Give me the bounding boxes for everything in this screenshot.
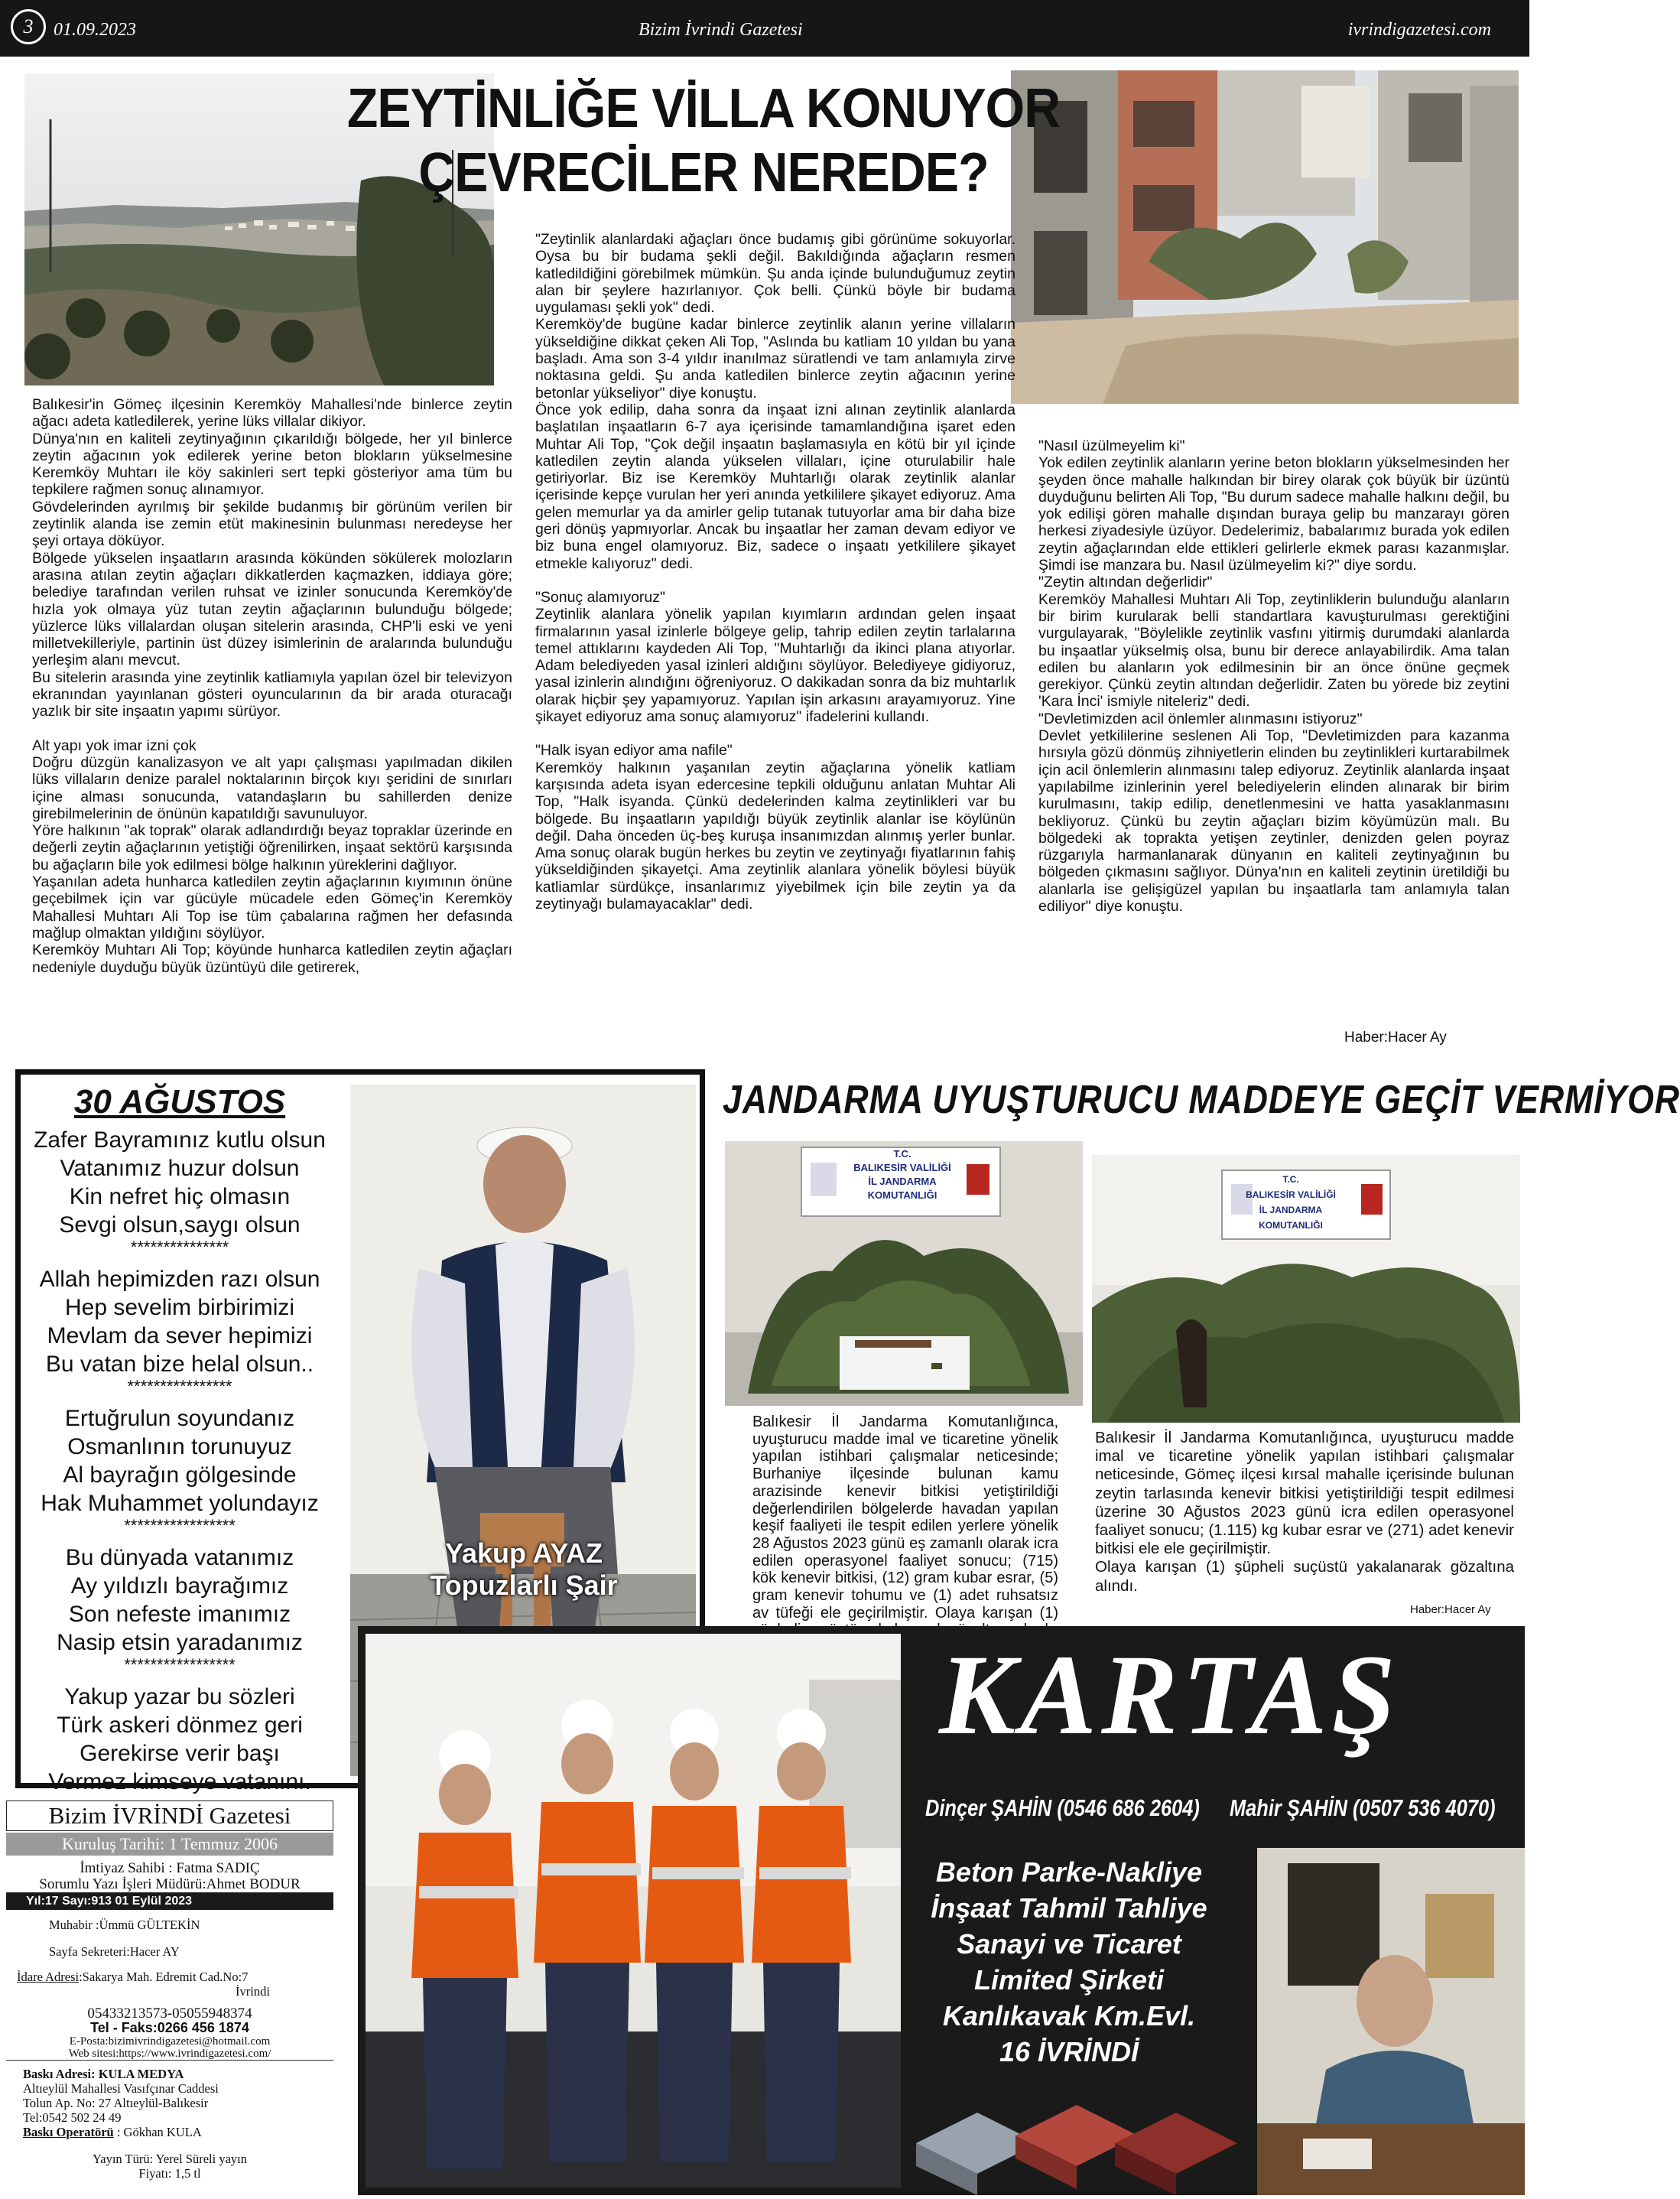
sign-1-line: BALIKESİR VALİLİĞİ — [853, 1162, 951, 1173]
poem-line: *************** — [130, 1238, 229, 1257]
article-paragraph: Yaşanılan adeta hunharca katledilen zeytin ağaçlarının kıyımının önüne geçebilmek için var gücüyle mücadele eden Gömeç'in Keremköy Mahallesi Muhtarı Ali Top ise tüm çabalarına rağmen her defasında mağlup olmaktan yıldığını söylüyor. — [32, 873, 512, 942]
poem-line: Nasip etsin yaradanımız — [57, 1630, 303, 1655]
article-paragraph: "Zeytin altından değerlidir" — [1038, 574, 1213, 591]
article-paragraph: Gövdelerinden ayrılmış bir şekilde budanmış bir görünüm verilen bir zeytinlik alanda ise zemin etüt makinesinin bulunması neredeyse her şeyi ortaya döküyor. — [32, 498, 512, 550]
kartas-brand: KARTAŞ — [939, 1631, 1400, 1758]
jandarma-byline: Haber:Hacer Ay — [1410, 1603, 1491, 1616]
article-paragraph: Önce yok edilip, daha sonra da inşaat izni alınan zeytinlik alanlarda başlatılan inşaatların 6-7 aya içerisinde tamamlandığına işaret eden Muhtar Ali Top, "Çok değil inşaatın başlamasıyla en kötü bir yıl içinde katledilen zeytin alanda yükselen villaları, içine oturulabilir hale getiriyorlar. Biz ise Keremköy Muhtarlığı olarak zeytinlik alanlar içerisinde kepçe vurulan her yeri anında yetkililere şikayet ediyoruz. Ama gelen memurlar ya da amirler gelip tutanak tutuyorlar ama bir daha bize geri dönüş yapmıyorlar. Ancak bu inşaatlar her zaman devam ediyor ve biz buna engel olamıyoruz. Biz, sadece o inşaatı yetkililere şikayet etmekle kalıyoruz" dedi. — [535, 401, 1015, 572]
imprint-address-value: :Sakarya Mah. Edremit Cad.No:7 — [79, 1970, 249, 1984]
imprint-email[interactable]: E-Posta:bizimivrindigazetesi@hotmail.com — [69, 2035, 271, 2048]
article-paragraph: "Devletimizden acil önlemler alınmasını istiyoruz" — [1038, 710, 1363, 727]
sign-1-line: İL JANDARMA KOMUTANLIĞI — [867, 1176, 937, 1201]
poem-stanza — [23, 1683, 336, 1796]
issue-date: 01.09.2023 — [54, 20, 136, 40]
title-line-2: ÇEVRECİLER NEREDE? — [418, 142, 989, 203]
poem-stanza — [23, 1265, 336, 1395]
jandarma-text-2 — [1095, 1429, 1514, 1596]
ad-line: Beton Parke-Nakliye — [935, 1856, 1203, 1888]
imprint-owner: İmtiyaz Sahibi : Fatma SADIÇ — [80, 1860, 260, 1876]
imprint-print-2: Tolun Ap. No: 27 Altıeylül-Balıkesir — [23, 2096, 209, 2110]
kartas-advertisement — [358, 1626, 1525, 2195]
company-description — [908, 1854, 1230, 2070]
poem-line: Vatanımız huzur dolsun — [60, 1156, 300, 1181]
imprint-phones: 05433213573-05055948374 — [87, 2005, 252, 2022]
owner-photo — [1257, 1848, 1525, 2195]
poem-line: Gerekirse verir başı — [80, 1741, 280, 1766]
poem-line: Mevlam da sever hepimizi — [47, 1323, 313, 1348]
imprint-reporter: Muhabir :Ümmü GÜLTEKİN — [49, 1918, 200, 1932]
paragraph-gap — [535, 572, 1015, 589]
poem-line: Sevgi olsun,saygı olsun — [59, 1212, 301, 1238]
ad-line: İnşaat Tahmil Tahliye — [931, 1892, 1207, 1924]
poem-line: Osmanlının torunuyuz — [67, 1434, 292, 1459]
imprint-operator — [6, 2125, 333, 2139]
article-paragraph: "Sonuç alamıyoruz" — [535, 588, 665, 606]
article-paragraph: "Nasıl üzülmeyelim ki" — [1038, 438, 1185, 454]
imprint-fax: Tel - Faks:0266 456 1874 — [90, 2020, 249, 2035]
poet-name: Yakup AYAZ — [444, 1537, 603, 1569]
poem-line: Allah hepimizden razı olsun — [39, 1267, 320, 1292]
poem-title: 30 AĞUSTOS — [73, 1083, 286, 1121]
article-paragraph: Yöre halkının "ak toprak" olarak adlandırdığı beyaz topraklar üzerinde en değerli zeytin ağaçlarının yetiştiği öğrenilirken, inşaat sektörü karşısında bu ağaçların bile yok edilmesi bölge halkının yüreklerini dağlıyor. — [32, 822, 512, 873]
poem-line: Ertuğrulun soyundanız — [64, 1406, 295, 1431]
sign-2-line: İL JANDARMA KOMUTANLIĞI — [1259, 1205, 1323, 1231]
imprint-price: Fiyatı: 1,5 tl — [138, 2166, 201, 2181]
poem-text — [23, 1078, 336, 1796]
ad-line: Limited Şirketi — [973, 1964, 1165, 1996]
article-paragraph: Alt yapı yok imar izni çok — [32, 737, 197, 754]
article-paragraph: Keremköy'de bugüne kadar binlerce zeytinlik alanın yerine villaların yükseldiğine dikkat çeken Ali Top, "Aslında bu katliam 10 yıldan bu yana başladı. Ama son 3-4 yıldır inanılmaz süratlendi ve tam anlamıyla zirve noktasına geldi. Şu anda katledilen binlerce zeytin ağacının yerine betonlar yükseliyor" diye konuştu. — [535, 316, 1015, 402]
ad-line: Kanlıkavak Km.Evl. — [942, 2000, 1196, 2031]
sign-1-line: T.C. — [893, 1148, 911, 1160]
sign-1 — [841, 1147, 963, 1202]
article-paragraph: Dünya'nın en kaliteli zeytinyağının çıkarıldığı bölgede, her yıl binlerce zeytin ağacının yok edilerek yerine beton blokların yükselmesine Keremköy Muhtarı ile köy sakinleri sert tepki gösteriyor ama tüm bu tepkilere rağmen sonuç alınamıyor. — [32, 430, 512, 499]
title-line-1: ZEYTİNLİĞE VİLLA KONUYOR — [346, 78, 1061, 139]
poet-caption — [352, 1537, 696, 1602]
page-header-bar — [0, 0, 1529, 57]
poem-line: Son nefeste imanımız — [68, 1602, 291, 1627]
workers-photo — [366, 1634, 901, 2188]
sign-2-line: T.C. — [1282, 1174, 1299, 1185]
imprint-box — [6, 1801, 333, 2191]
contact-mahir: Mahir ŞAHİN (0507 536 4070) — [1230, 1794, 1496, 1821]
article-column-2 — [535, 231, 1015, 912]
article-paragraph: Bölgede yükselen inşaatların arasında kökünden sökülerek molozların arasına atılan zeytin ağaçları dikkatlerden kaçmazken, iddiaya göre; belediye tarafından verilen ruhsat ve izinler sonucunda Keremköy'de hızla yok olmaya yüz tutan zeytin ağaçlarının bulunduğu bölgede; yüzlerce lüks villalardan oluşan sitelerin arasında, CHP'li eski ve yeni milletvekilleriyle, partinin üst düzey isimlerinin de aralarında bulunduğu yerleşim alanı mevcut. — [32, 549, 512, 669]
page-number: 3 — [11, 9, 46, 44]
imprint-issue: Yıl:17 Sayı:913 01 Eylül 2023 — [6, 1893, 333, 1910]
article-paragraph: Balıkesir'in Gömeç ilçesinin Keremköy Mahallesi'nde binlerce zeytin ağacı adeta katledilerek, yerine lüks villalar dikiyor. — [32, 396, 512, 431]
article-paragraph: Zeytinlik alanlara yönelik yapılan kıyımların ardından gelen inşaat firmalarının yasal izinlerle bölgeye gelip, tahrip edilen zeytin tarlalarına temel attıklarını kaydeden Ali Top, "Muhtarlığı da ikinci plana atıyorlar. Adam belediyeden yasal izinleri aldığını söylüyor. Belediyeye gidiyoruz, yasal izinlerin alındığını öğreniyoruz. O dakikadan sonra da biz muhtarlık olarak hiçbir şey yapamıyoruz. Yapılan işin arkasını arayamıyoruz. Yine şikayet ediyoruz ama sonuç alamıyoruz" ifadelerini kullandı. — [535, 606, 1015, 726]
poem-stanza — [23, 1404, 336, 1534]
article-paragraph: Yok edilen zeytinlik alanların yerine beton blokların yükselmesinden her şeyden önce mahalle halkından bir birey olarak çok büyük bir üzüntü duyduğunu belirten Ali Top, "Bu durum sadece mahalle halkını değil, bu yok edilişi gören mahalle dışından buraya gelip bu manzarayı gören herkesi ziyadesiyle üzüyor. Dedelerimiz, babalarımız burada yok edilen zeytin ağaçlarından elde ettikleri gelirlerle ekmek parası kazanmışlar. Şimdi ise manzara bu. Nasıl üzülmeyelim ki?" diye sordu. — [1038, 454, 1509, 574]
jandarma-text-1: Balıkesir İl Jandarma Komutanlığınca, uyuşturucu madde imal ve ticaretine yönelik yapılan istihbari çalışmalar neticesinde; Burhaniye ilçesinde bulunan kamu arazisinde kenevir bitkisi yetiştirildiği değerlendirilen bölgelerde havadan yapılan keşif faaliyeti ile tespit edilen yerlere yönelik 28 Ağustos 2023 günü eş zamanlı olarak icra edilen operasyonel faaliyet sonucu; (715) kök kenevir bitkisi, (12) gram kubar esrar, (5) gram kenevir tohumu ve (1) adet ruhsatsız av tüfeği ele geçirilmiştir. Olaya karışan (1) — [752, 1413, 1058, 1622]
paragraph-gap — [535, 725, 1015, 742]
sign-2-line: BALIKESİR VALİLİĞİ — [1246, 1189, 1336, 1200]
poem-line: Al bayrağın gölgesinde — [63, 1462, 297, 1488]
poem-line: Türk askeri dönmez geri — [57, 1713, 303, 1738]
poem-line: Vermez kimseye vatanını. — [48, 1769, 311, 1794]
poem-stanza — [23, 1544, 336, 1674]
ad-line: Sanayi ve Ticaret — [957, 1928, 1181, 1960]
website-link[interactable]: ivrindigazetesi.com — [1347, 20, 1491, 40]
article-paragraph: "Zeytinlik alanlardaki ağaçları önce budamış gibi görünüme sokuyorlar. Oysa bu bir budama şekli değil. Bakıldığında ağaçların resmen katledildiğini görebilmek mümkün. Şu anda içinde bulunduğumuz zeytin alan bir şeylere hazırlanıyor. Çok belli. Çünkü böyle bir budama uygulaması şekli yok" dedi. — [535, 231, 1015, 317]
paving-stones-image — [908, 2082, 1253, 2195]
article-paragraph: Bu sitelerin arasında yine zeytinlik katliamıyla yapılan özel bir televizyon ekranından yayınlanan gösteri oyuncularının da bir arada oturacağı yazlık bir site inşaatın yapımı sürüyor. — [32, 668, 512, 721]
jandarma-title: JANDARMA UYUŞTURUCU MADDEYE GEÇİT VERMİYOR — [723, 1078, 1680, 1122]
imprint-type: Yayın Türü: Yerel Süreli yayın — [93, 2152, 247, 2166]
imprint-operator-label: Baskı Operatörü — [23, 2125, 114, 2139]
poem-line: Hak Muhammet yolundayız — [41, 1491, 319, 1516]
poem-line: Bu dünyada vatanımız — [65, 1545, 294, 1570]
poem-line: Ay yıldızlı bayrağımız — [70, 1573, 289, 1599]
poem-line: Zafer Bayramınız kutlu olsun — [34, 1127, 326, 1153]
imprint-print-address: Baskı Adresi: KULA MEDYA — [23, 2067, 184, 2081]
imprint-print-3: Tel:0542 502 24 49 — [23, 2110, 122, 2125]
imprint-secretary: Sayfa Sekreteri:Hacer AY — [49, 1944, 180, 1959]
newspaper-name: Bizim İvrindi Gazetesi — [639, 20, 803, 40]
ad-line: 16 İVRİNDİ — [999, 2036, 1139, 2067]
imprint-paper-name: Bizim İVRİNDİ Gazetesi — [6, 1801, 333, 1831]
paragraph-gap — [32, 721, 512, 737]
imprint-address-2: İvrindi — [236, 1984, 270, 1999]
article-paragraph: Keremköy Mahallesi Muhtarı Ali Top, zeytinliklerin bulunduğu alanların bir birim kurularak belli standartlara kavuşturulması gerektiğini vurgulayarak, "Böylelikle zeytinlik vasfını yitirmiş durumdaki alanlarda bu inşaatlar yükselmiş olsa, bunu bir derece anlayabilirdik. Ama talan edilen bu alanların yok edilmesinin bir an önce önüne geçmek gerekiyor. Çünkü zeytin altından değerlidir. Zaten bu yörede biz zeytini 'Kara İnci' ismiyle niteleriz" dedi. — [1038, 590, 1509, 711]
poem-stanza — [23, 1126, 336, 1256]
article-paragraph: Devlet yetkililerine seslenen Ali Top, "Devletimizden para kazanma hırsıyla gözü dönmüş zihniyetlerin elinden bu zeytinlikleri kurtarabilmek için acil önlemlerin alınmasını talep ediyoruz. Zeytinlik alanlarda inşaat yapılabilme izinlerinin yerel belediyelerin elinden alınarak bir birim kurulmasını, takip edilip, denetlenmesini ve hatta yasaklanmasını bekliyoruz. Çünkü bu zeytin ağaçları bizim köyümüzün malı. Bu bölgedeki ak toprakta yetişen zeytinler, denizden gelen poyraz rüzgarıyla harmanlanarak dünyanın en kaliteli zeytinyağının bu bölgeden çıkmasını sağlıyor. Dünya'nın en kaliteli zeytinin üretildiği bu alanlarla ise gelişigüzel yapılan bu inşaatlarla tam anlamıyla talan ediliyor" diye konuştu. — [1038, 727, 1509, 916]
jandarma-text-2b: Olaya karışan (1) şüpheli suçüstü yakalanarak gözaltına alındı. — [1095, 1558, 1514, 1595]
sign-2 — [1237, 1172, 1344, 1233]
contact-dincer: Dinçer ŞAHİN (0546 686 2604) — [925, 1794, 1200, 1821]
poem-line: ***************** — [124, 1655, 236, 1674]
article-paragraph: Keremköy Muhtarı Ali Top; köyünde hunharca katledilen zeytin ağaçları nedeniyle duyduğu büyük üzüntüyü dile getirerek, — [32, 942, 512, 976]
imprint-print-1: Altıeylül Mahallesi Vasıfçınar Caddesi — [23, 2081, 219, 2096]
poem-line: Hep sevelim birbirimizi — [64, 1295, 295, 1320]
imprint-editor: Sorumlu Yazı İşleri Müdürü:Ahmet BODUR — [6, 1877, 333, 1893]
imprint-founded: Kuruluş Tarihi: 1 Temmuz 2006 — [6, 1833, 333, 1856]
imprint-operator-name: : Gökhan KULA — [116, 2125, 202, 2139]
article-paragraph: Keremköy halkının yaşanılan zeytin ağaçlarına yönelik katliam karşısında adeta isyan edercesine tepkili olduğunu anlatan Muhtar Ali Top, "Halk isyanda. Çünkü dedelerinden kalma zeytinlikleri var bu bölgede. Bu inşaatların yapıldığı büyük zeytinlik alanlar ise köylünün değil. Daha önceden üç-beş kuruşa insanımızdan alınmış yerler bunlar. Ama sonuç olarak bugün herkes bu zeytin ve zeytinyağı fiyatlarının fahiş yükseldiğinden şikayetçi. Ama zeytinlik alanlara yönelik böylesi büyük katliamlar sürdükçe, insanlarımız yiyebilmek için bile zeytin ya da zeytinyağı bulamayacaklar" dedi. — [535, 759, 1015, 912]
poem-line: Yakup yazar bu sözleri — [64, 1684, 295, 1709]
jandarma-text-2a: Balıkesir İl Jandarma Komutanlığınca, uyuşturucu madde imal ve ticaretine yönelik yapılan istihbari çalışmalar neticesinde, Gömeç ilçesi kırsal mahalle içerisinde bulunan zeytin tarlasında kenevir bitkisi yetiştirildiği tespit edilmesi üzerine 30 Ağustos 2023 günü icra edilen operasyonel faaliyet sonucu; (1.115) kg kubar esrar ve (271) adet kenevir bitkisi ele ele geçirilmiştir. — [1095, 1429, 1514, 1558]
main-article-title — [310, 76, 1097, 205]
article-byline: Haber:Hacer Ay — [1344, 1030, 1447, 1046]
poem-line: Kin nefret hiç olmasın — [69, 1184, 291, 1209]
imprint-address-label: İdare Adresi — [17, 1970, 80, 1984]
imprint-address — [6, 1970, 333, 1984]
poem-line: ***************** — [124, 1516, 236, 1535]
article-paragraph: "Halk isyan ediyor ama nafile" — [535, 742, 733, 760]
imprint-web[interactable]: Web sitesi:https://www.ivrindigazetesi.com/ — [6, 2048, 333, 2061]
article-column-1 — [32, 396, 512, 976]
article-column-3 — [1038, 438, 1509, 915]
poem-line: **************** — [127, 1377, 232, 1396]
poem-line: Bu vatan bize helal olsun.. — [45, 1352, 314, 1377]
poet-title: Topuzlarlı Şair — [430, 1570, 618, 1601]
article-paragraph: Doğru düzgün kanalizasyon ve alt yapı çalışması yapılmadan dikilen lüks villaların denize paralel noktalarının birçok kıyı şeridini de sınırları içine alması sonucunda, vatandaşların bu sahillerden denize girebilmelerinin de önünün kapatıldığı savunuluyor. — [32, 753, 512, 822]
